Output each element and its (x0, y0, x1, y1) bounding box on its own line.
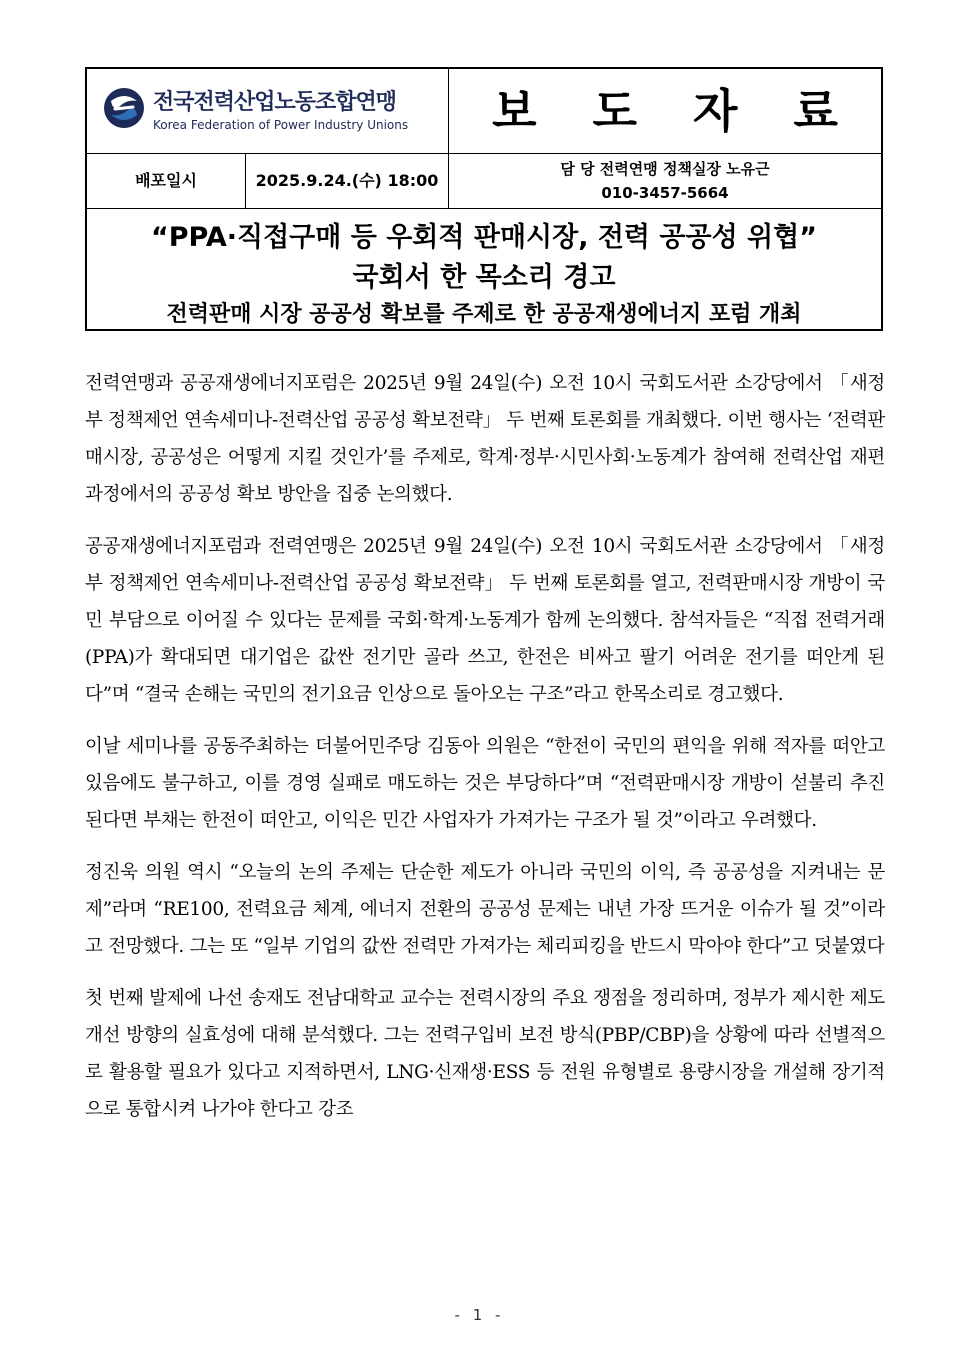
release-datetime: 2025.9.24.(수) 18:00 (246, 154, 449, 208)
headline-second: 국회서 한 목소리 경고 (352, 262, 616, 293)
paragraph: 이날 세미나를 공동주최하는 더불어민주당 김동아 의원은 “한전이 국민의 편익을 위해 적자를 떠안고 있음에도 불구하고, 이를 경영 실패로 매도하는 것은 부당하다”며 “전력판매시장 개방이 섣불리 추진된다면 부채는 한전이 떠안고, 이익은 민간 사업자가 가져가는 구조가 될 것”이라고 우려했다. (85, 736, 885, 831)
page-number: - 1 - (454, 1306, 505, 1324)
headline-main: “PPA·직접구매 등 우회적 판매시장, 전력 공공성 위협” (151, 222, 817, 253)
org-name-korean: 전국전력산업노동조합연맹 (153, 90, 397, 115)
contact-person: 담 당 전력연맹 정책실장 노유근 (560, 160, 770, 178)
article-body (85, 365, 885, 1143)
organization-logo (87, 69, 449, 153)
headline-block (87, 209, 881, 329)
org-name-english: Korea Federation of Power Industry Unions (153, 118, 409, 132)
document-type-title: 보 도 자 료 (492, 84, 858, 138)
paragraph: 첫 번째 발제에 나선 송재도 전남대학교 교수는 전력시장의 주요 쟁점을 정리하며, 정부가 제시한 제도개선 방향의 실효성에 대해 분석했다. 그는 전력구입비 보전 방식(PBP/CBP)을 상황에 따라 선별적으로 활용할 필요가 있다고 지적하면서, LNG·신재생·ESS 등 전원 유형별로 용량시장을 개설해 장기적으로 통합시켜 나가야 한다고 강조 (85, 988, 885, 1120)
header-info-row (87, 154, 881, 209)
contact-phone: 010-3457-5664 (601, 184, 729, 202)
paragraph: 전력연맹과 공공재생에너지포럼은 2025년 9월 24일(수) 오전 10시 국회도서관 소강당에서 「새정부 정책제언 연속세미나-전력산업 공공성 확보전략」 두 번째 토론회를 개최했다. 이번 행사는 ‘전력판매시장, 공공성은 어떻게 지킬 것인가’를 주제로, 학계·정부·시민사회·노동계가 참여해 전력산업 재편 과정에서의 공공성 확보 방안을 집중 논의했다. (85, 373, 885, 505)
contact-info (449, 154, 881, 208)
federation-logo-icon (103, 87, 145, 129)
press-release-header (85, 67, 883, 331)
paragraph: 공공재생에너지포럼과 전력연맹은 2025년 9월 24일(수) 오전 10시 국회도서관 소강당에서 「새정부 정책제언 연속세미나-전력산업 공공성 확보전략」 두 번째 토론회를 열고, 전력판매시장 개방이 국민 부담으로 이어질 수 있다는 문제를 국회·학계·노동계가 함께 논의했다. 참석자들은 “직접 전력거래(PPA)가 확대되면 대기업은 값싼 전기만 골라 쓰고, 한전은 비싸고 팔기 어려운 전기를 떠안게 된다”며 “결국 손해는 국민의 전기요금 인상으로 돌아오는 구조”라고 한목소리로 경고했다. (85, 536, 885, 705)
headline-subtitle: 전력판매 시장 공공성 확보를 주제로 한 공공재생에너지 포럼 개최 (166, 302, 802, 327)
header-top-row (87, 69, 881, 154)
release-label: 배포일시 (87, 154, 246, 208)
paragraph: 정진욱 의원 역시 “오늘의 논의 주제는 단순한 제도가 아니라 국민의 이익, 즉 공공성을 지켜내는 문제”라며 “RE100, 전력요금 체계, 에너지 전환의 공공성 문제는 내년 가장 뜨거운 이슈가 될 것”이라고 전망했다. 그는 또 “일부 기업의 값싼 전력만 가져가는 체리피킹을 반드시 막아야 한다”고 덧붙였다 (85, 862, 885, 957)
